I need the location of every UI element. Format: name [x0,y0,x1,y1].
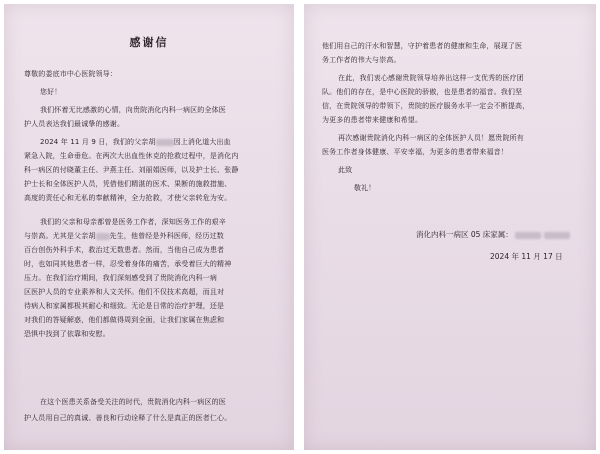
page-divider [297,0,301,454]
signature-prefix: 消化内科一病区 05 床家属： [416,230,513,239]
right-paragraph-2-line-4: 为更多的患者带来健康和希望。 [322,116,423,124]
paragraph-3-line-3: 百台创伤外科手术，救治过无数患者。然而，当他自己成为患者 [24,246,225,254]
paragraph-1-line-1: 我们怀着无比感激的心情，向贵院消化内科一病区的全体医 [40,106,226,114]
letter-page-right [304,4,596,450]
letter-title: 感谢信 [129,36,169,49]
paragraph-2-line-2: 紧急入院，生命垂危。在两次大出血性休克的抢救过程中，是消化内 [24,152,239,160]
redacted-signature-name-2 [544,232,570,239]
right-paragraph-2-line-1: 在此，我们衷心感谢贵院领导培养出这样一支优秀的医疗团 [338,74,524,82]
paragraph-4-line-2: 护人员用自己的真诚、善良和行动诠释了什么是真正的医者仁心。 [24,414,232,422]
right-paragraph-2-line-3: 信，在贵院领导的带领下，贵院的医疗服务水平一定会不断提高， [322,102,530,110]
paragraph-2-line-1: 2024 年 11 月 9 日，我们的父亲胡 因上消化道大出血 [40,138,231,146]
salutation: 尊敬的娄底市中心医院领导： [24,70,117,78]
paragraph-2-line-5: 高度的责任心和无私的奉献精神，全力抢救，才使父亲转危为安。 [24,194,232,202]
paragraph-3-line-2: 与崇高。尤其是父亲胡 先生，他曾经是外科医师，经历过数 [24,232,224,240]
paragraph-3-line-6: 区医护人员的专业素养和人文关怀。他们不仅技术高超，而且对 [24,288,225,296]
letter-date: 2024 年 11 月 17 日 [490,252,563,261]
letter-page-left [4,4,294,450]
right-paragraph-2-line-2: 队。他们的存在，是中心医院的骄傲，也是患者的福音。我们坚 [322,88,523,96]
signature [416,230,570,239]
paragraph-1-line-2: 护人员表达我们最诚挚的感谢。 [24,120,125,128]
paragraph-2-line-4: 护士长和全体医护人员，凭借他们精湛的医术、果断的施救措施、 [24,180,232,188]
redacted-name [156,139,174,146]
right-paragraph-1-line-1: 他们用自己的汗水和智慧，守护着患者的健康和生命，展现了医 [322,42,523,50]
redacted-signature-name-1 [515,232,541,239]
paragraph-3-line-7: 待病人和家属都极其耐心和细致。无论是日常的治疗护理，还是 [24,302,225,310]
paragraph-3-line-8: 对我们的答疑解惑，他们都做得周到全面，让我们家属在焦虑和 [24,316,225,324]
redacted-name [96,233,110,240]
paragraph-2-line-3: 科一病区的付晓董主任、尹燕主任、刘丽娟医师，以及护士长、张静 [24,166,239,174]
paragraph-3-line-4: 时，也如同其他患者一样，忍受着身体的痛苦，承受着巨大的精神 [24,260,232,268]
paragraph-4-line-1: 在这个医患关系备受关注的时代，贵院消化内科一病区的医 [40,398,226,406]
right-paragraph-3-line-2: 医务工作者身体健康、平安幸福，为更多的患者带来福音！ [322,148,508,156]
paragraph-3-line-9: 恐惧中找到了依靠和安慰。 [24,330,110,338]
right-paragraph-3-line-1: 再次感谢贵院消化内科一病区的全体医护人员！愿贵院所有 [338,134,524,142]
paragraph-3-line-5: 压力。在我们治疗期间，我们深刻感受到了贵院消化内科一病 [24,274,218,282]
closing-jingli: 敬礼！ [354,184,376,192]
greeting: 您好！ [40,88,62,96]
paragraph-3-line-1: 我们的父亲和母亲都曾是医务工作者，深知医务工作的艰辛 [40,218,226,226]
closing-cizhi: 此致 [338,166,353,174]
right-paragraph-1-line-2: 务工作者的伟大与崇高。 [322,56,401,64]
